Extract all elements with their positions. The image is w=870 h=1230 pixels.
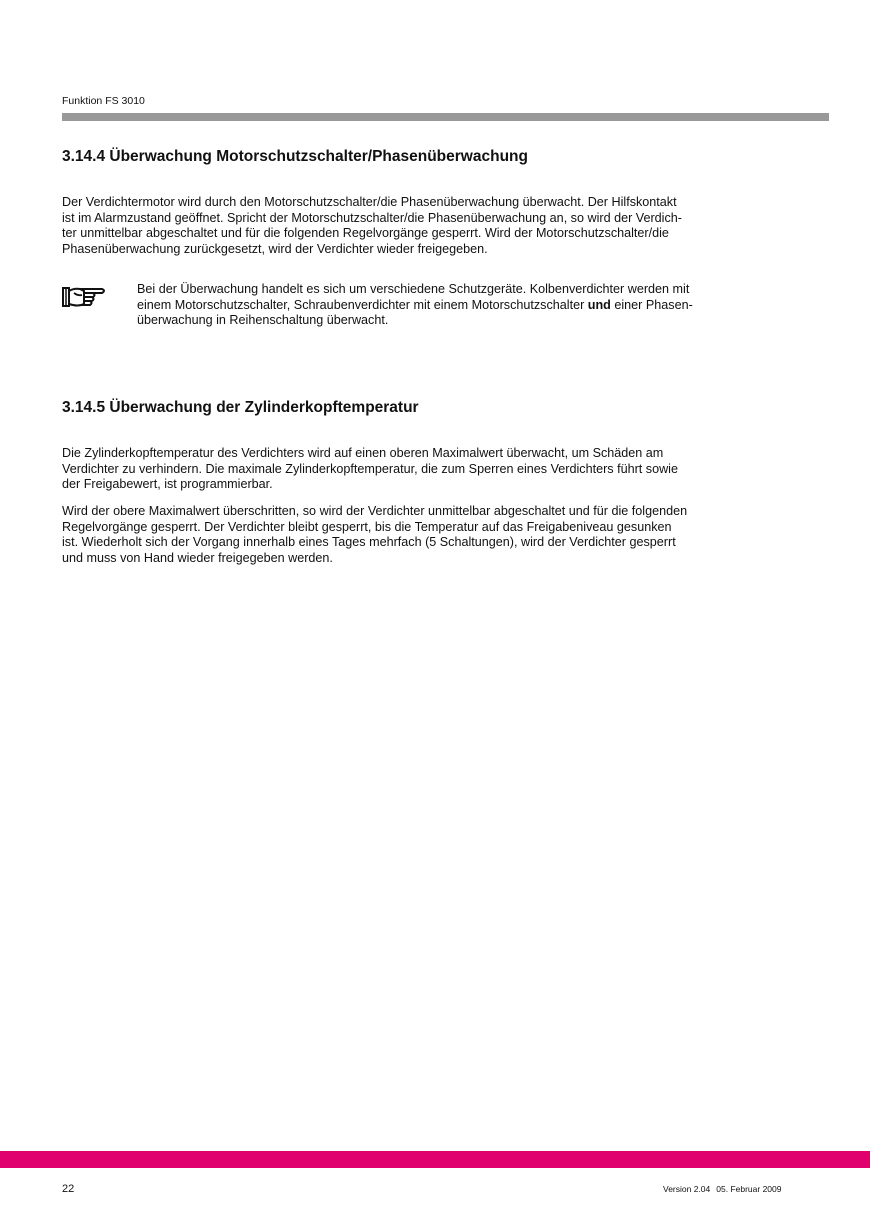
text-line: und muss von Hand wieder freigegeben werden. (62, 550, 333, 565)
text-line: der Freigabewert, ist programmierbar. (62, 477, 273, 492)
paragraph-motorschutz (62, 195, 802, 257)
text-line: Regelvorgänge gesperrt. Der Verdichter bleibt gesperrt, bis die Temperatur auf das Freigabeniveau gesunken (62, 519, 672, 534)
header-rule (62, 113, 829, 121)
pointing-hand-icon (62, 285, 108, 311)
text-line: Wird der obere Maximalwert überschritten, so wird der Verdichter unmittelbar abgeschaltet und für die folgenden (62, 504, 688, 518)
text-line: Die Zylinderkopftemperatur des Verdichters wird auf einen oberen Maximalwert überwacht, um Schäden am (62, 446, 664, 460)
note-protection-devices (137, 282, 797, 329)
version-label: Version 2.04 (663, 1184, 711, 1194)
text-line: Bei der Überwachung handelt es sich um verschiedene Schutzgeräte. Kolbenverdichter werden mit (137, 282, 690, 296)
footer-band (0, 1151, 870, 1168)
text-line: ist im Alarmzustand geöffnet. Spricht der Motorschutzschalter/die Phasenüberwachung an, so wird der Verdich- (62, 210, 682, 225)
text-segment: einer Phasen- (610, 297, 693, 312)
paragraph-zylinderkopf-1 (62, 446, 802, 493)
text-line: Phasenüberwachung zurückgesetzt, wird der Verdichter wieder freigegeben. (62, 241, 488, 256)
text-line: ist. Wiederholt sich der Vorgang innerhalb eines Tages mehrfach (5 Schaltungen), wird der Verdichter gesperrt (62, 535, 676, 550)
text-line: Verdichter zu verhindern. Die maximale Zylinderkopftemperatur, die zum Sperren eines Verdichters führt sowie (62, 461, 678, 476)
text-line: Der Verdichtermotor wird durch den Motorschutzschalter/die Phasenüberwachung überwacht. Der Hilfskontakt (62, 195, 677, 209)
text-segment: einem Motorschutzschalter, Schraubenverdichter mit einem Motorschutzschalter (137, 297, 588, 312)
section-heading-3-14-4: 3.14.4 Überwachung Motorschutzschalter/Phasenüberwachung (62, 148, 528, 165)
section-heading-3-14-5: 3.14.5 Überwachung der Zylinderkopftemperatur (62, 399, 419, 416)
text-line (137, 298, 797, 314)
running-header: Funktion FS 3010 (62, 95, 145, 107)
paragraph-zylinderkopf-2 (62, 504, 802, 566)
text-line: ter unmittelbar abgeschaltet und für die folgenden Regelvorgänge gesperrt. Wird der Motorschutzschalter/die (62, 226, 669, 241)
version-date: 05. Februar 2009 (716, 1184, 782, 1194)
version-info (663, 1184, 781, 1194)
text-line: überwachung in Reihenschaltung überwacht. (137, 313, 389, 328)
page-number: 22 (62, 1183, 75, 1195)
emphasis-und: und (587, 297, 611, 312)
